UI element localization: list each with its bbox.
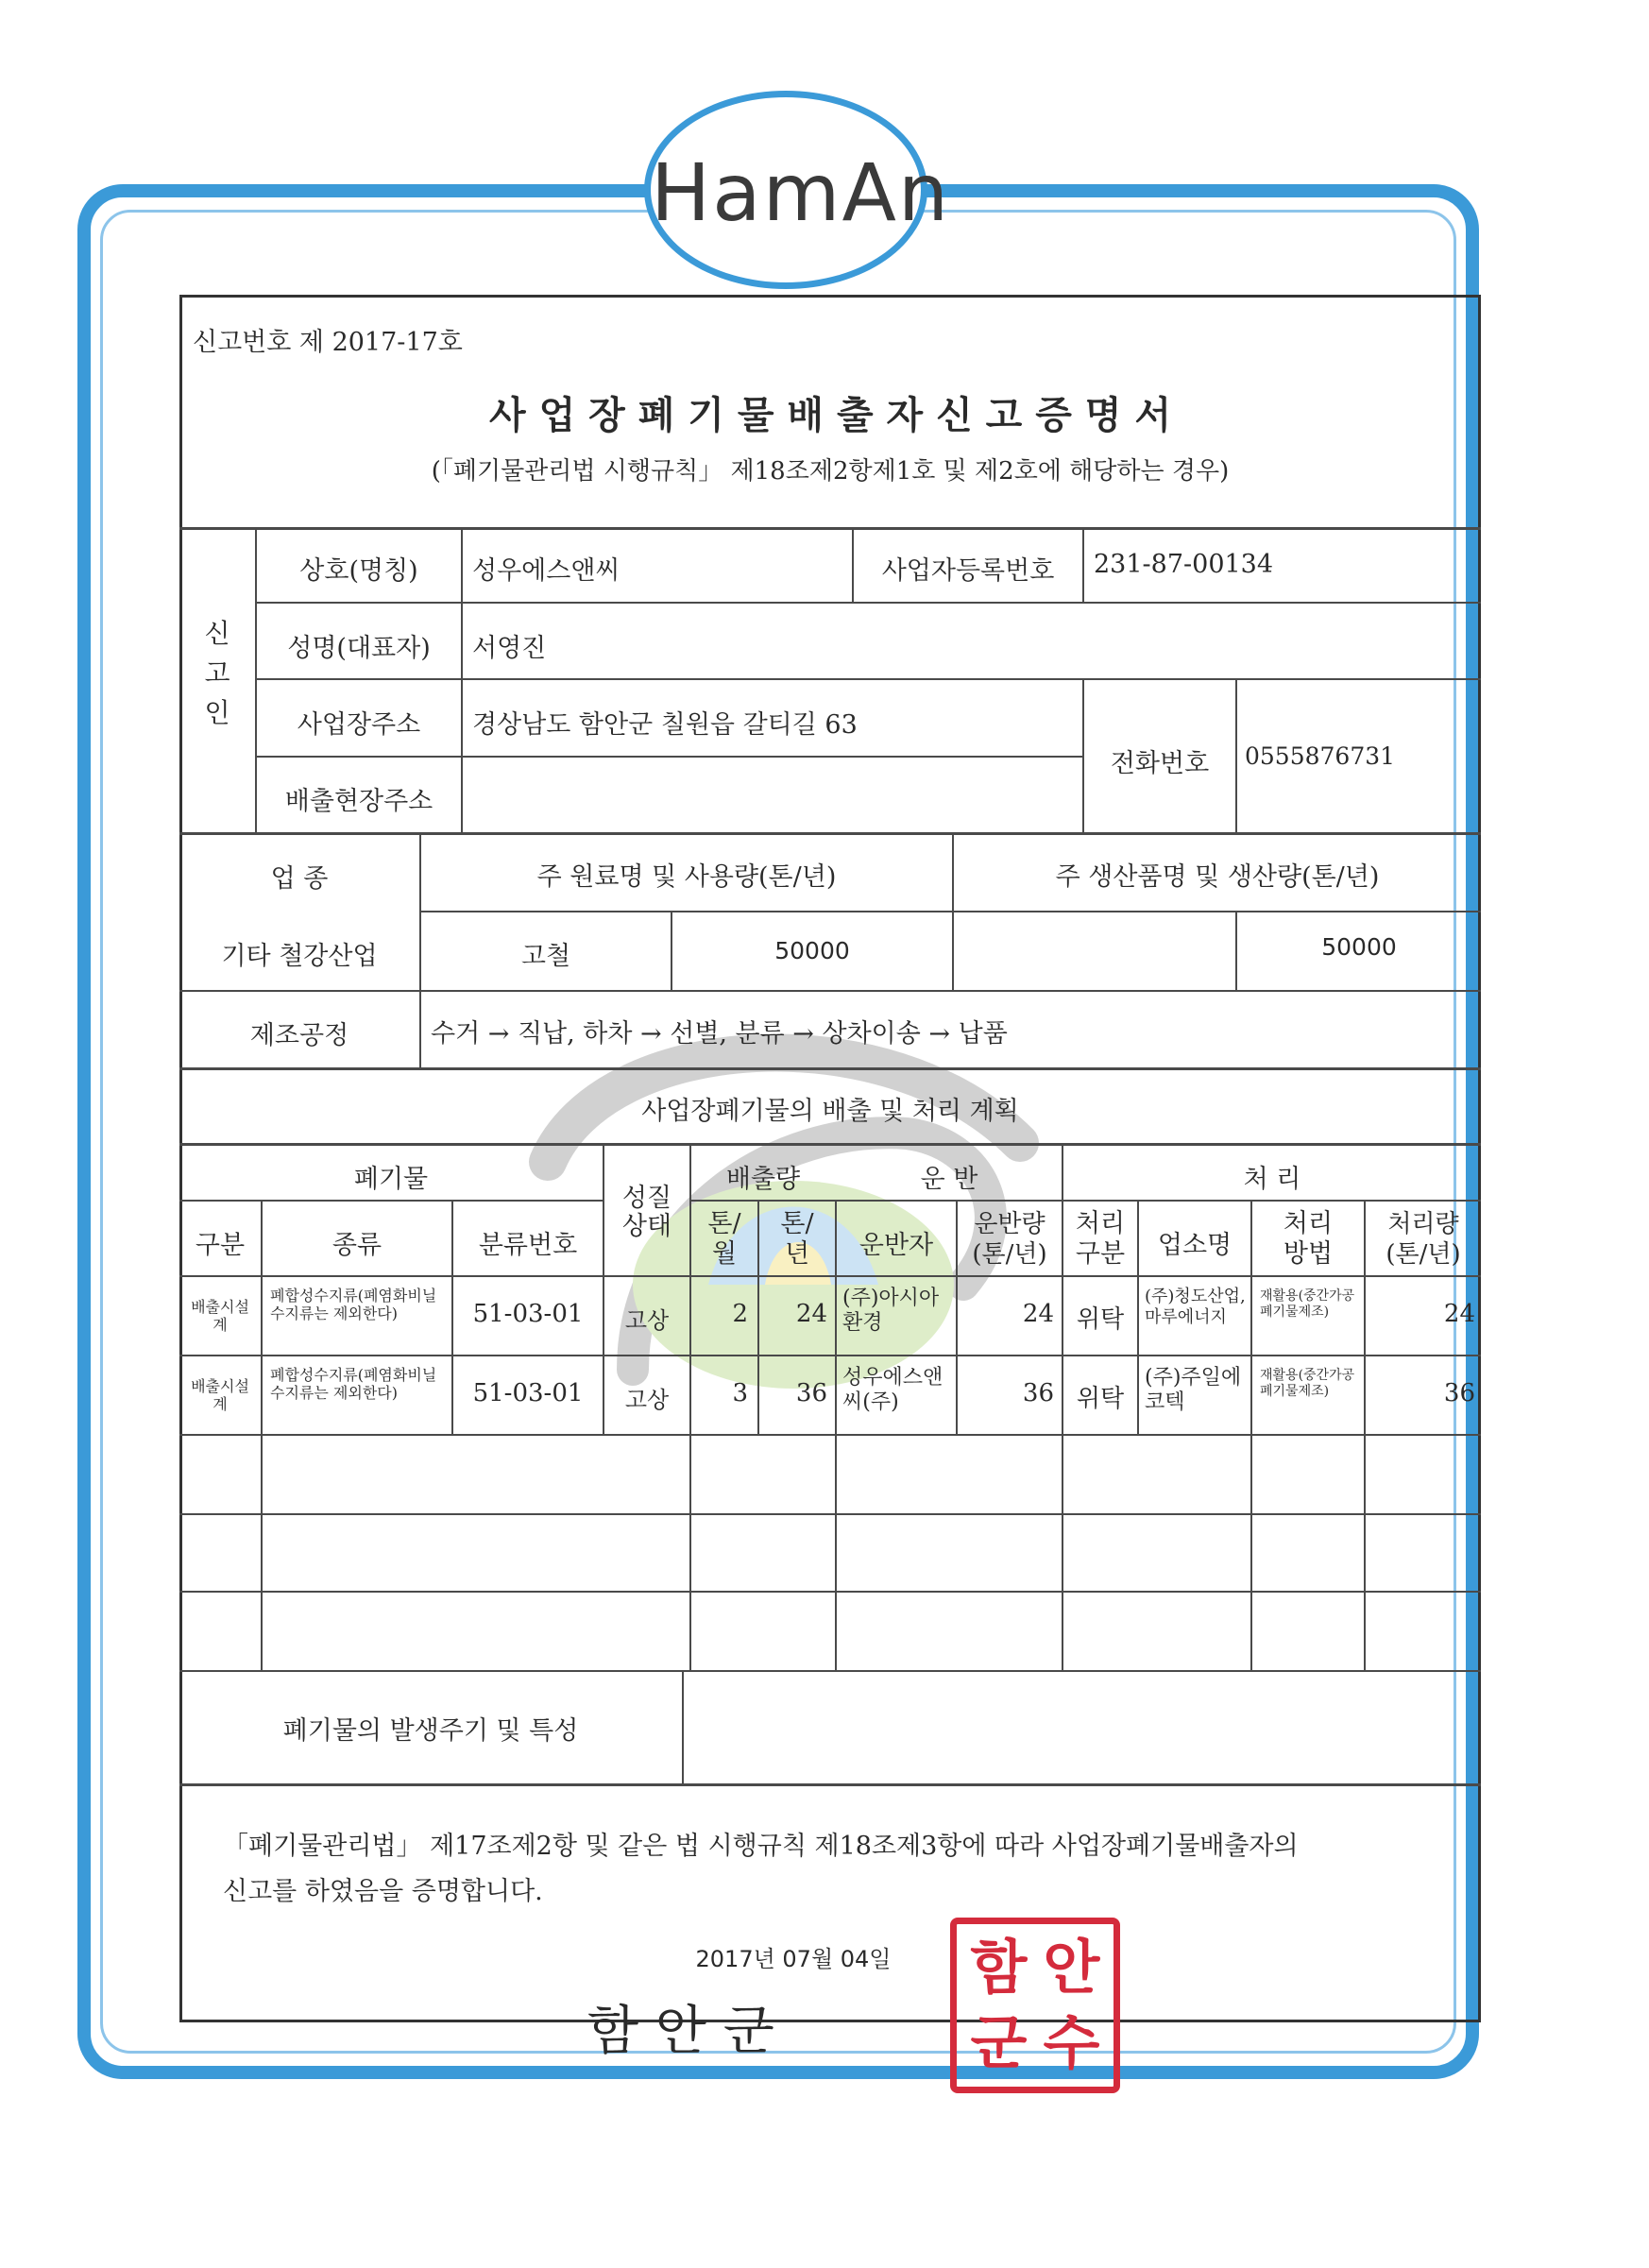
seal-char: 안 <box>1043 1933 1100 2002</box>
row-carry-amount: 24 <box>1022 1300 1054 1328</box>
group-state: 성질 상태 <box>621 1184 672 1241</box>
industry-value: 기타 철강산업 <box>221 942 378 971</box>
company-name-value: 성우에스앤씨 <box>472 556 620 586</box>
col-ton-month: 톤/ 월 <box>707 1209 741 1269</box>
group-treatment: 처 리 <box>1243 1165 1301 1194</box>
product-amount: 50000 <box>1321 933 1397 961</box>
address-label: 사업장주소 <box>297 710 421 740</box>
col-type: 구분 <box>195 1231 246 1260</box>
biz-no-label: 사업자등록번호 <box>881 556 1055 586</box>
row-state: 고상 <box>624 1387 670 1413</box>
vline <box>1250 1200 1252 1670</box>
col-treat-type: 처리 구분 <box>1075 1209 1126 1269</box>
hline <box>179 1434 1481 1436</box>
logo: HamAn <box>651 146 951 239</box>
site-address-label: 배출현장주소 <box>284 787 434 816</box>
hline <box>179 990 1481 992</box>
vline <box>1082 527 1084 602</box>
row-method: 재활용(중간가공폐기물제조) <box>1260 1368 1355 1399</box>
row-ton-year: 24 <box>795 1300 827 1328</box>
col-carry-amount: 운반량 (톤/년) <box>972 1210 1047 1269</box>
row-treat-amount: 24 <box>1443 1300 1475 1328</box>
hline <box>179 1670 1481 1672</box>
row-code: 51-03-01 <box>472 1379 584 1407</box>
row-ton-month: 2 <box>732 1300 748 1328</box>
issuer-name: 함 안 군 <box>587 2001 774 2062</box>
raw-material-label: 주 원료명 및 사용량(톤/년) <box>536 862 837 892</box>
seal-char: 수 <box>1043 2008 1100 2077</box>
address-value: 경상남도 함안군 칠원읍 갈티길 63 <box>472 710 858 740</box>
col-treat-amount: 처리량 (톤/년) <box>1386 1210 1461 1269</box>
seal-char: 함 <box>970 1933 1028 2002</box>
report-number: 신고번호 제 2017-17호 <box>193 328 463 357</box>
vline <box>261 1200 263 1670</box>
applicant-side-label: 신 고 인 <box>204 618 230 728</box>
product-label: 주 생산품명 및 생산량(톤/년) <box>1055 862 1380 892</box>
row-kind: 폐합성수지류(폐염화비닐수지류는 제외한다) <box>270 1366 437 1402</box>
raw-material-amount: 50000 <box>774 937 850 964</box>
hline <box>179 527 1481 530</box>
row-carry-amount: 36 <box>1022 1379 1054 1407</box>
vline <box>682 1670 684 1783</box>
row-state: 고상 <box>624 1307 670 1334</box>
hline <box>255 678 1481 680</box>
col-kind: 종류 <box>332 1231 382 1260</box>
seal-char: 군 <box>970 2008 1028 2077</box>
row-ton-year: 36 <box>795 1379 827 1407</box>
statement-line-2: 신고를 하였음을 증명합니다. <box>223 1877 543 1906</box>
hline <box>179 1143 1481 1146</box>
hline <box>179 832 1481 835</box>
hline <box>689 1200 1481 1202</box>
representative-label: 성명(대표자) <box>287 634 431 663</box>
raw-material-name: 고철 <box>520 942 571 971</box>
vline <box>1364 1200 1366 1670</box>
group-waste: 폐기물 <box>353 1165 429 1194</box>
hline <box>179 1591 1481 1593</box>
hline <box>255 602 1481 604</box>
plan-section-title: 사업장폐기물의 배출 및 처리 계획 <box>641 1097 1019 1126</box>
group-emission: 배출량 <box>725 1165 801 1194</box>
process-value: 수거 → 직납, 하차 → 선별, 분류 → 상차이송 → 납품 <box>431 1019 1008 1049</box>
vline <box>1235 678 1237 832</box>
row-treat-amount: 36 <box>1443 1379 1475 1407</box>
process-label: 제조공정 <box>249 1021 349 1050</box>
company-name-label: 상호(명칭) <box>299 556 418 586</box>
hline <box>179 1200 604 1202</box>
document-subtitle: (「폐기물관리법 시행규칙」 제18조제2항제1호 및 제2호에 해당하는 경우) <box>431 457 1230 486</box>
hline <box>179 1355 1481 1356</box>
hline <box>179 1783 1481 1786</box>
hline <box>179 1513 1481 1515</box>
row-code: 51-03-01 <box>472 1300 584 1328</box>
col-code: 분류번호 <box>478 1231 578 1260</box>
row-company: (주)주일에코텍 <box>1145 1366 1242 1414</box>
representative-value: 서영진 <box>472 634 547 663</box>
hline <box>419 911 1481 912</box>
col-company: 업소명 <box>1157 1231 1232 1260</box>
logo-badge <box>644 91 951 289</box>
vline <box>835 1200 837 1670</box>
issue-date: 2017년 07월 04일 <box>695 1946 892 1972</box>
phone-label: 전화번호 <box>1110 749 1210 778</box>
row-carrier: (주)아시아환경 <box>842 1287 940 1335</box>
vline <box>461 527 463 832</box>
cycle-label: 폐기물의 발생주기 및 특성 <box>282 1716 579 1746</box>
row-treat-type: 위탁 <box>1076 1385 1125 1413</box>
row-carrier: 성우에스앤씨(주) <box>842 1366 944 1414</box>
hline <box>179 1067 1481 1070</box>
hline <box>255 756 1082 758</box>
row-type: 배출시설계 <box>191 1298 249 1334</box>
industry-label: 업 종 <box>270 864 329 894</box>
col-method: 처리 방법 <box>1283 1209 1334 1269</box>
phone-value: 0555876731 <box>1245 742 1396 770</box>
row-treat-type: 위탁 <box>1076 1305 1125 1334</box>
statement-line-1: 「폐기물관리법」 제17조제2항 및 같은 법 시행규칙 제18조제3항에 따라 사업장폐기물배출자의 <box>223 1832 1299 1861</box>
row-type: 배출시설계 <box>191 1377 249 1413</box>
document-title: 사 업 장 폐 기 물 배 출 자 신 고 증 명 서 <box>489 393 1171 437</box>
row-method: 재활용(중간가공폐기물제조) <box>1260 1288 1355 1320</box>
hline <box>179 1275 1481 1277</box>
biz-no-value: 231-87-00134 <box>1094 550 1274 579</box>
row-ton-month: 3 <box>732 1379 748 1407</box>
group-transport: 운 반 <box>920 1165 978 1194</box>
official-seal <box>950 1918 1120 2093</box>
row-kind: 폐합성수지류(폐염화비닐수지류는 제외한다) <box>270 1287 437 1322</box>
col-carrier: 운반자 <box>858 1231 934 1260</box>
col-ton-year: 톤/ 년 <box>780 1209 814 1269</box>
row-company: (주)청도산업, 마루에너지 <box>1145 1287 1246 1327</box>
